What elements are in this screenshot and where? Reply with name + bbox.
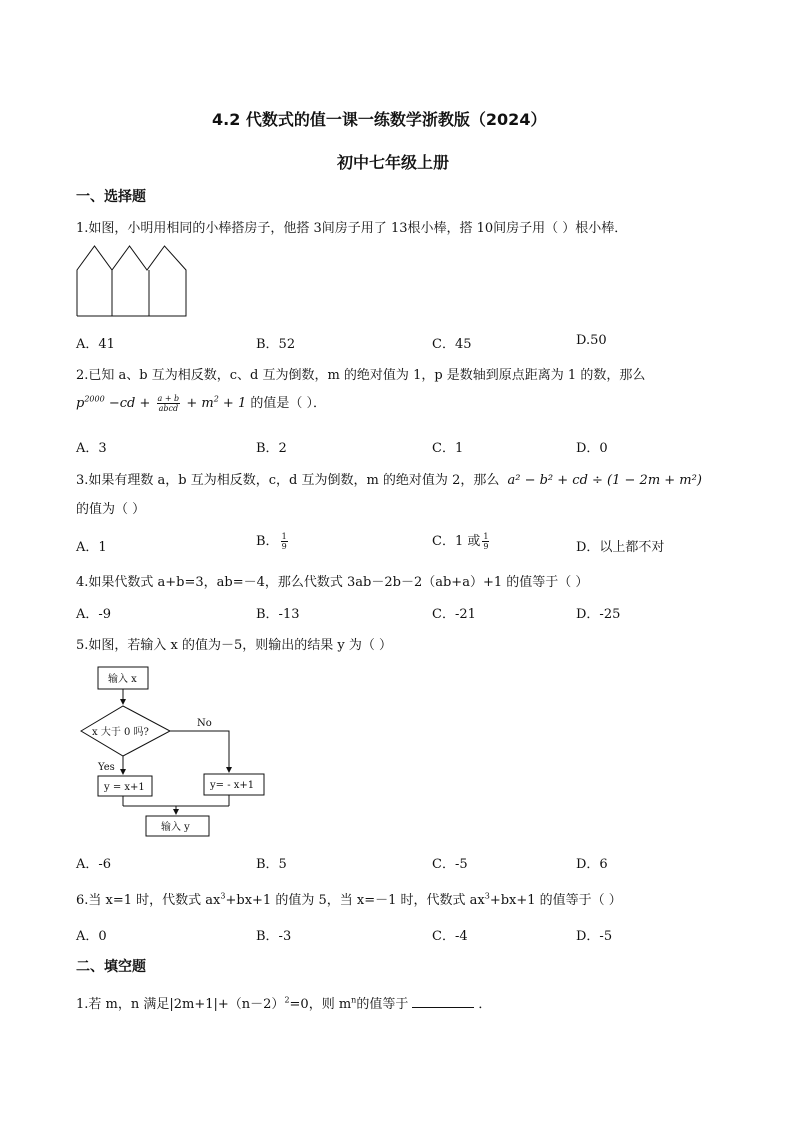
question-6-text: [76, 889, 622, 908]
q6-part1: 6.当 x=1 时，代数式 ax: [76, 893, 221, 908]
q2-option-a: A．3: [76, 441, 107, 456]
houses-figure: [76, 244, 188, 318]
q3-b-num: 1: [281, 532, 287, 541]
q6-option-d: D．-5: [576, 929, 613, 944]
flow-yes-label: Yes: [98, 762, 115, 773]
page-title: 4.2 代数式的值一课一练数学浙教版（2024）: [212, 110, 547, 129]
q2-expr-mid: −cd +: [108, 396, 151, 411]
section-heading-fill: 二、填空题: [76, 959, 146, 975]
q3-option-c-prefix: C．1 或: [432, 534, 481, 549]
q3-c-den: 9: [483, 542, 489, 551]
q6-part2: +bx+1 的值为 5，当 x=－1 时，代数式 ax: [225, 893, 485, 908]
q4-option-d: D．-25: [576, 607, 621, 622]
fill-question-1: [76, 993, 491, 1012]
q2-option-d: D．0: [576, 441, 608, 456]
q4-option-c: C．-21: [432, 607, 476, 622]
q4-option-a: A．-9: [76, 607, 112, 622]
q3-option-b-fraction: [281, 532, 288, 551]
q2-frac-num: a + b: [157, 394, 180, 403]
question-4-text: 4.如果代数式 a+b=3，ab=－4，那么代数式 3ab－2b－2（ab+a）+1 的值等于（ ）: [76, 575, 589, 590]
q2-expr-p: p: [76, 396, 85, 411]
question-3-line2: 的值为（ ）: [76, 502, 146, 517]
q2-expr-end: + 1: [222, 396, 247, 411]
q6-option-b: B．-3: [256, 929, 292, 944]
q2-frac-den: abcd: [158, 404, 179, 413]
flowchart-figure: [76, 660, 276, 842]
q2-expr-tail: + m: [186, 396, 214, 411]
question-1-text: 1.如图，小明用相同的小棒搭房子，他搭 3间房子用了 13根小棒，搭 10间房子用（ ）根小棒．: [76, 221, 628, 236]
q3-option-b: [256, 530, 290, 551]
q1-option-a: A．41: [76, 337, 115, 352]
q3-b-den: 9: [281, 542, 287, 551]
q5-option-d: D．6: [576, 857, 608, 872]
fill1-exp: 2: [284, 995, 290, 1005]
flow-left-label: y = x+1: [104, 782, 145, 793]
section-heading-choice: 一、选择题: [76, 189, 146, 205]
q1-option-c: C．45: [432, 337, 472, 352]
flow-right-label: y= - x+1: [210, 780, 255, 791]
q3-option-d: D．以上都不对: [576, 540, 665, 555]
fill1-part2: =0，则 m: [289, 997, 352, 1012]
q6-option-a: A．0: [76, 929, 107, 944]
q3-expression: a² − b² + cd ÷ (1 − 2m + m²): [507, 473, 702, 488]
q5-option-b: B．5: [256, 857, 287, 872]
question-2-expression: [76, 392, 326, 413]
q2-expr-p-exp: 2000: [84, 394, 105, 404]
q2-option-b: B．2: [256, 441, 287, 456]
q2-option-c: C．1: [432, 441, 464, 456]
fill1-exp2: n: [351, 995, 357, 1005]
page-subtitle: 初中七年级上册: [337, 153, 450, 172]
flow-decision-label: x 大于 0 吗?: [92, 727, 149, 738]
flow-no-label: No: [197, 718, 212, 729]
q2-expr-tail-exp: 2: [213, 394, 219, 404]
answer-blank[interactable]: [412, 995, 474, 1008]
question-3-text: [76, 469, 702, 488]
q6-option-c: C．-4: [432, 929, 468, 944]
q3-option-c: [432, 530, 491, 551]
q1-option-b: B．52: [256, 337, 296, 352]
q6-part3: +bx+1 的值等于（ ）: [489, 893, 622, 908]
question-5-text: 5.如图，若输入 x 的值为－5，则输出的结果 y 为（ ）: [76, 638, 393, 653]
q3-option-c-fraction: [482, 532, 489, 551]
q5-option-a: A．-6: [76, 857, 112, 872]
flow-input-label: 输入 x: [108, 674, 137, 685]
q3-line1: 3.如果有理数 a，b 互为相反数，c，d 互为倒数，m 的绝对值为 2，那么: [76, 473, 500, 488]
fill1-part4: ．: [478, 997, 492, 1012]
q3-option-a: A．1: [76, 540, 107, 555]
q2-fraction: [157, 394, 181, 413]
q3-option-b-prefix: B．: [256, 534, 279, 549]
fill1-part1: 1.若 m，n 满足|2m+1|+（n－2）: [76, 997, 285, 1012]
q6-exp1: 3: [220, 891, 226, 901]
q4-option-b: B．-13: [256, 607, 300, 622]
q6-exp2: 3: [484, 891, 490, 901]
q5-option-c: C．-5: [432, 857, 468, 872]
fill1-part3: 的值等于: [356, 997, 409, 1012]
q3-c-num: 1: [483, 532, 489, 541]
flow-output-label: 输入 y: [161, 822, 190, 833]
question-2-text: 2.已知 a、b 互为相反数，c、d 互为倒数，m 的绝对值为 1，p 是数轴到原点距离为 1 的数，那么: [76, 368, 646, 383]
q1-option-d: D.50: [576, 333, 607, 348]
q2-suffix: 的值是（ ）．: [250, 396, 326, 411]
